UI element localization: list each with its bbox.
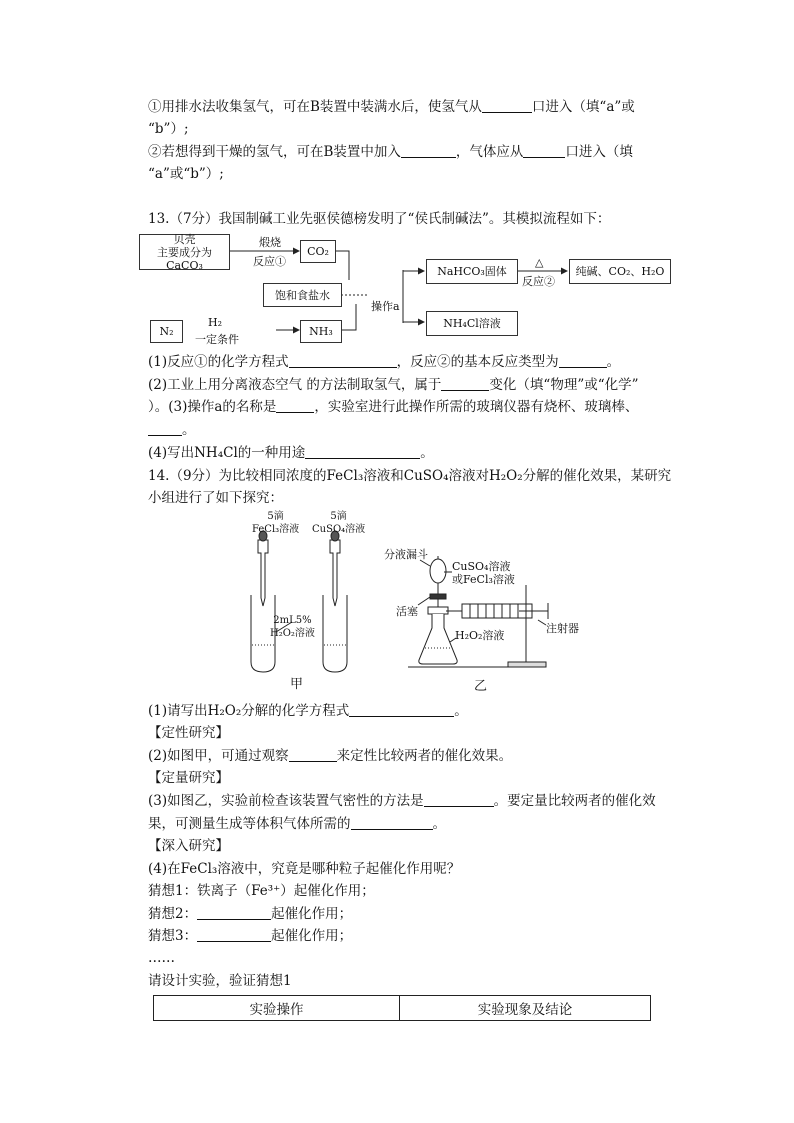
table-header-operation: 实验操作 [154,996,400,1021]
q14-sub2: (2)如图甲，可通过观察 来定性比较两者的催化效果。 [148,748,513,764]
conical-flask [419,614,457,664]
answer-blank[interactable] [289,747,337,762]
q12-part2: ②若想得到干燥的氢气，可在B装置中加入 ，气体应从 口进入（填 [148,144,633,160]
reaction1-label: 反应① [253,255,286,268]
guess-2: 猜想2： 起催化作用； [148,906,353,922]
stand-base [508,662,546,667]
answer-blank[interactable] [197,905,271,920]
q12-part1: ①用排水法收集氢气，可在B装置中装满水后，使氢气从 口进入（填“a”或 [148,99,635,115]
calcine-label: 煅烧 [259,236,281,249]
answer-blank[interactable] [424,792,494,807]
section-deep: 【深入研究】 [148,838,229,854]
figure-caption-yi: 乙 [474,679,488,694]
q13-sub1: (1)反应①的化学方程式 ，反应②的基本反应类型为 。 [148,354,621,370]
q13-sub4: (4)写出NH₄Cl的一种用途 。 [148,445,434,461]
syringe-label: 注射器 [546,622,579,635]
guess-3: 猜想3： 起催化作用； [148,928,353,944]
stopcock-label: 活塞 [396,605,418,618]
funnel-label: 分液漏斗 [384,548,428,561]
section-quantitative: 【定量研究】 [148,770,229,786]
table-header-row [154,996,651,1021]
q13-sub3-line2: 。 [148,421,196,439]
h2o2-label: H₂O₂溶液 [455,629,505,642]
products-box: 纯碱、CO₂、H₂O [569,259,671,284]
q14-heading-line1: 14.（9分）为比较相同浓度的FeCl₃溶液和CuSO₄溶液对H₂O₂分解的催化效果，某研究 [148,468,672,484]
delta-label: △ [535,256,544,269]
catalyst-solution-label: CuSO₄溶液 或FeCl₃溶液 [452,560,515,586]
nh4cl-box: NH₄Cl溶液 [426,311,518,336]
q14-sub1: (1)请写出H₂O₂分解的化学方程式 。 [148,703,468,719]
q12-part1-line2: “b”）; [148,121,189,137]
q13-sub2: (2)工业上用分离液态空气 的方法制取氢气，属于 变化（填“物理”或“化学” [148,377,639,393]
funnel-bulb [430,559,446,583]
answer-blank[interactable] [197,927,271,942]
section-qualitative: 【定性研究】 [148,725,229,741]
stopper [428,607,448,614]
q14-sub3-line2: 果，可测量生成等体积气体所需的 。 [148,816,446,832]
drops-label-left: 5滴 FeCl₃溶液 [252,511,300,535]
brine-box: 饱和食盐水 [263,283,342,307]
nh3-box: NH₃ [300,320,342,343]
guess-1: 猜想1：铁离子（Fe³⁺）起催化作用； [148,883,375,899]
q13-heading: 13.（7分）我国制碱工业先驱侯德榜发明了“侯氏制碱法”。其模拟流程如下： [148,211,611,227]
n2-box: N₂ [150,320,183,343]
pointer-syringe [538,620,546,625]
table-header-result: 实验现象及结论 [400,996,651,1021]
drops-label-right: 5滴 CuSO₄溶液 [312,511,366,535]
nahco3-box: NaHCO₃固体 [426,259,518,284]
answer-blank[interactable] [351,815,433,830]
co2-box: CO₂ [300,240,336,263]
h2-label: H₂ [208,316,223,329]
q12-part2-line2: “a”或“b”）; [148,166,224,182]
answer-blank[interactable] [349,702,454,717]
design-prompt: 请设计实验，验证猜想1 [148,973,292,989]
operation-a-label: 操作a [371,300,400,313]
q14-sub3: (3)如图乙，实验前检查该装置气密性的方法是 。要定量比较两者的催化效 [148,793,656,809]
figure-caption-jia: 甲 [290,677,304,692]
ellipsis: …… [148,950,175,966]
condition-label: 一定条件 [195,333,239,346]
pointer-stopcock [418,597,430,605]
solution-label: 2mL5% H₂O₂溶液 [270,615,315,639]
experiment-table [153,995,651,1021]
q14-sub4: (4)在FeCl₃溶液中，究竟是哪种粒子起催化作用呢？ [148,861,461,877]
q13-sub3: ）。(3)操作a的名称是 ，实验室进行此操作所需的玻璃仪器有烧杯、玻璃棒、 [148,399,639,415]
reaction2-label: 反应② [522,275,555,288]
stopcock [430,594,446,599]
q14-heading-line2: 小组进行了如下探究： [148,490,283,506]
shell-box: 贝壳 主要成分为CaCO₃ [139,234,230,270]
